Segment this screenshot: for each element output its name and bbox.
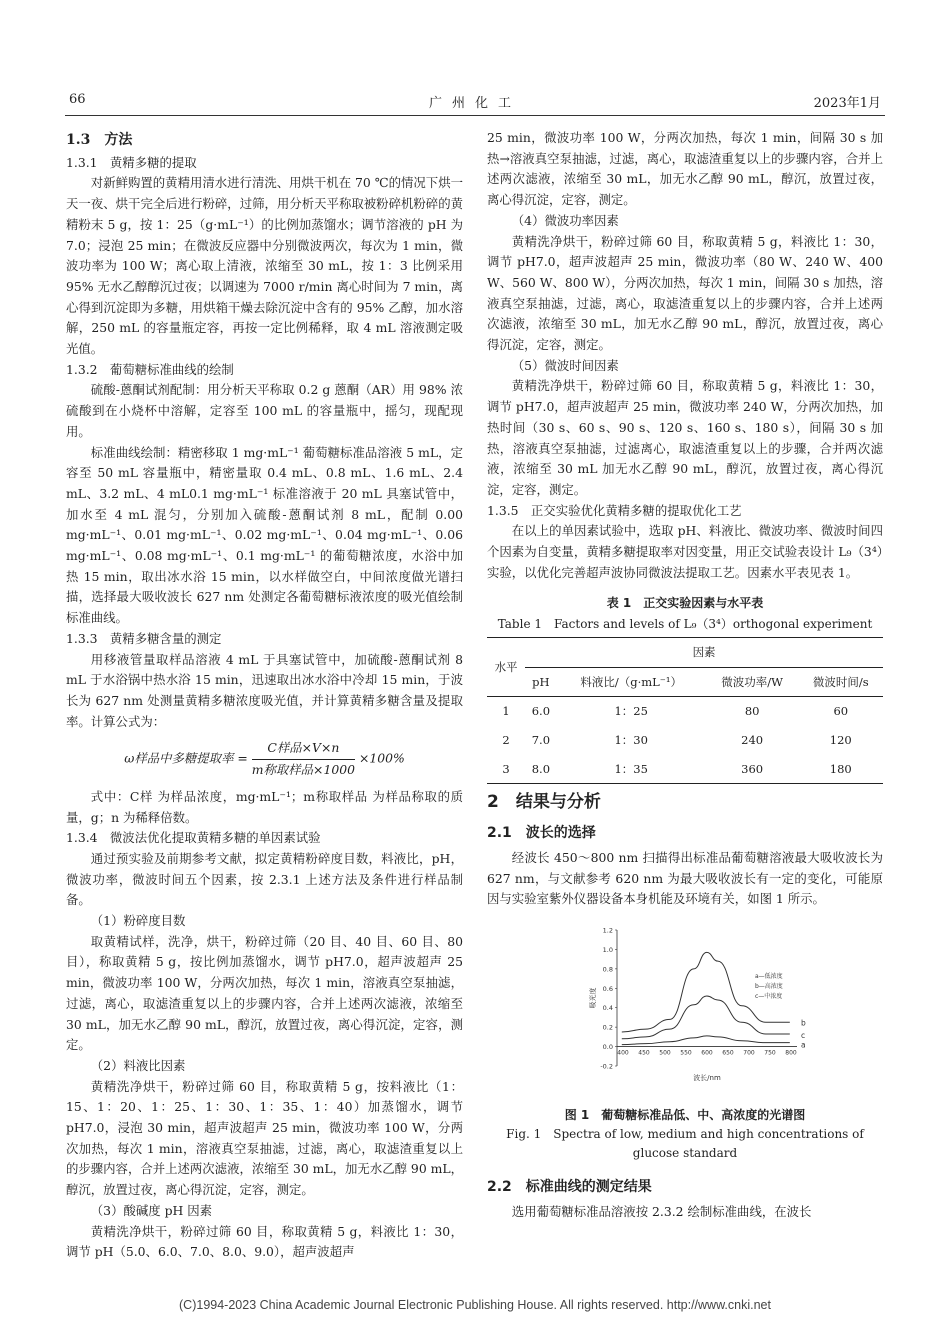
header-rule [65, 115, 885, 116]
series-end-label: c [801, 1030, 806, 1040]
table-cell: 8.0 [525, 755, 556, 784]
section-1-3-4: 1.3.4 微波法优化提取黄精多糖的单因素试验 [66, 830, 321, 846]
paragraph: 取黄精试样，洗净，烘干，粉碎过筛（20 目、40 目、60 目、80 目），称取黄精 5 g，按比例加蒸馏水，调节 pH7.0，超声波超声 25 min，微波功率 100 W，分两次加热，每次 1 min，溶液真空泵抽滤，过滤，离心，取滤渣重复以上的步骤内容，合并上述两次滤液，浓缩至 30 mL，加无水乙醇 90 mL，醇沉，放置过夜，离心得沉淀，定容，测定。 [66, 933, 463, 1053]
section-2-2: 2.2 标准曲线的测定结果 [487, 1178, 652, 1195]
y-tick-label: -0.2 [600, 1062, 613, 1071]
formula-numerator: C样品×V×n [252, 738, 355, 760]
paragraph: 25 min，微波功率 100 W，分两次加热，每次 1 min，间隔 30 s 加热→溶液真空泵抽滤，过滤，离心，取滤渣重复以上的步骤内容，合并上述两次滤液，浓缩至 30 mL，加无水乙醇 90 mL，醇沉，放置过夜，离心得沉淀，定容，测定。 [487, 130, 883, 208]
paragraph: 黄精洗净烘干，粉碎过筛 60 目，称取黄精 5 g，料液比 1：30，调节 pH7.0，超声波超声 25 min，微波功率 240 W，分两次加热，加热时间（30 s、60 s、90 s、120 s、160 s、180 s），间隔 30 s 加热，溶液真空泵抽滤，过滤离心，取滤渣重复以上的步骤，合并两次滤液，浓缩至 30 mL 加无水乙醇 90 mL，醇沉，放置过夜，离心得沉淀，定容，测定。 [487, 378, 883, 497]
copyright-footer: (C)1994-2023 China Academic Journal Electronic Publishing House. All rights reserved. http://www.cnki.net [179, 1298, 771, 1312]
table-cell: 6.0 [531, 704, 551, 719]
table-cell: 3 [487, 755, 525, 784]
legend-entry: a—低浓度 [755, 972, 783, 980]
table-header-ph: pH [525, 667, 556, 697]
paragraph: 用移液管量取样品溶液 4 mL 于具塞试管中，加硫酸-蒽酮试剂 8 mL 于水浴锅中热水浴 15 min，迅速取出冰水浴中冷却 15 min，于波长为 627 nm 处测量黄精多糖浓度吸光值，并计算黄精多糖含量及提取率。计算公式为： [66, 651, 463, 729]
factor-heading: （3）酸碱度 pH 因素 [90, 1202, 213, 1218]
x-tick-label: 800 [785, 1049, 797, 1057]
section-1-3-3: 1.3.3 黄精多糖含量的测定 [66, 630, 222, 646]
series-end-label: b [801, 1018, 806, 1028]
table-header-factor: 因素 [525, 637, 883, 667]
y-tick-label: 1.2 [602, 926, 613, 935]
table-cell: 1 [502, 704, 510, 719]
factor-level-table [487, 637, 883, 785]
y-tick-label: 0.4 [602, 1004, 613, 1013]
x-tick-label: 650 [722, 1049, 734, 1057]
section-1-3-2: 1.3.2 葡萄糖标准曲线的绘制 [66, 361, 234, 377]
formula-tail: ×100% [358, 751, 405, 767]
paragraph: 黄精洗净烘干，粉碎过筛 60 目，称取黄精 5 g，料液比 1：30，调节 pH（5.0、6.0、7.0、8.0、9.0），超声波超声 [66, 1223, 463, 1260]
y-tick-label: 0.2 [602, 1023, 613, 1032]
series-line-c [622, 996, 790, 1039]
table-header-ratio: 料液比/（g·mL⁻¹） [557, 667, 706, 697]
paragraph: 在以上的单因素试验中，选取 pH、料液比、微波功率、微波时间四个因素为自变量，黄精多糖提取率对因变量，用正交试验表设计 L₉（3⁴）实验，以优化完善超声波协同微波法提取工艺。因素水平表见表 1。 [487, 523, 883, 580]
section-1-3: 1.3 方法 [66, 132, 133, 148]
table-cell: 7.0 [531, 732, 551, 747]
table-header-time: 微波时间/s [799, 667, 883, 697]
spectrum-chart [535, 916, 835, 1104]
figure-caption-en-2: glucose standard [632, 1145, 738, 1160]
paragraph: 对新鲜购置的黄精用清水进行清洗、用烘干机在 70 ℃的情况下烘一天一夜、烘干完全后进行粉碎，过筛，用分析天平称取被粉碎机粉碎的黄精粉末 5 g，按 1：25（g·mL⁻¹）的比例加蒸馏水；调节溶液的 pH 为 7.0；浸泡 25 min；在微波反应器中分别微波两次，每次为 1 min，微波功率为 100 W；离心取上清液，浓缩至 30 mL，按 1：3 比例采用 95% 无水乙醇醇沉过夜；以调速为 7000 r/min 离心时间为 7 min，离心得到沉淀即为多糖，用烘箱干燥去除沉淀中含有的 95% 乙醇，加水溶解，250 mL 的容量瓶定容，再按一定比例稀释，取 4 mL 溶液测定吸光值。 [66, 175, 463, 357]
formula-denominator: m称取样品×1000 [251, 762, 355, 778]
paragraph: 通过预实验及前期参考文献，拟定黄精粉碎度目数，料液比，pH，微波功率，微波时间五个因素，按 2.3.1 上述方法及条件进行样品制备。 [66, 850, 463, 908]
section-1-3-1: 1.3.1 黄精多糖的提取 [66, 154, 197, 170]
table-caption-cn: 表 1 正交实验因素与水平表 [606, 596, 764, 611]
y-axis-label: 吸光度 [589, 987, 597, 1009]
y-tick-label: 1.0 [602, 945, 613, 954]
x-tick-label: 700 [743, 1049, 755, 1057]
paragraph: 经波长 450～800 nm 扫描得出标准品葡萄糖溶液最大吸收波长为 627 nm，与文献参考 620 nm 为最大吸收波长有一定的变化，可能原因与实验室紫外仪器设备本身机能及环境有关，如图 1 所示。 [487, 849, 883, 907]
y-tick-label: 0.8 [602, 965, 613, 974]
table-cell: 240 [741, 732, 764, 747]
table-cell: 120 [829, 732, 852, 747]
paragraph: 式中：C样 为样品浓度，mg·mL⁻¹；m称取样品 为样品称取的质量，g；n 为稀释倍数。 [66, 788, 463, 825]
factor-heading: （5）微波时间因素 [511, 357, 619, 373]
x-tick-label: 500 [659, 1049, 671, 1057]
paragraph: 黄精洗净烘干，粉碎过筛 60 目，称取黄精 5 g，料液比 1：30，调节 pH7.0，超声波超声 25 min，微波功率（80 W、240 W、400 W、560 W、800 W），分两次加热，每次 1 min，间隔 30 s 加热，溶液真空泵抽滤，过滤，离心，取滤渣重复以上的步骤内容，合并上述两次滤液，浓缩至 30 mL，加无水乙醇 90 mL，醇沉，放置过夜，离心得沉淀，定容，测定。 [487, 233, 883, 353]
section-2: 2 结果与分析 [487, 792, 601, 813]
table-row [487, 755, 883, 784]
paragraph: 黄精洗净烘干，粉碎过筛 60 目，称取黄精 5 g，按料液比（1：15、1：20、1：25、1：30、1：35、1：40）加蒸馏水，调节 pH7.0，浸泡 30 min，超声波超声 25 min，微波功率 100 W，分两次加热，每次 1 min，溶液真空泵抽滤，过滤，离心，取滤渣重复以上的步骤内容，合并上述两次滤液，浓缩至 30 mL，加无水乙醇 90 mL，醇沉，放置过夜，离心得沉淀，定容，测定。 [66, 1078, 464, 1198]
table-cell: 1：25 [614, 704, 648, 719]
table-cell: 360 [706, 755, 799, 784]
table-cell: 60 [833, 704, 849, 719]
issue-date: 2023年1月 [813, 96, 881, 111]
paragraph: 选用葡萄糖标准品溶液按 2.3.2 绘制标准曲线，在波长 [511, 1203, 812, 1219]
table-cell: 1：35 [557, 755, 706, 784]
section-2-1: 2.1 波长的选择 [487, 825, 596, 842]
y-tick-label: 0.6 [602, 984, 613, 993]
table-cell: 1：30 [614, 732, 648, 747]
section-1-3-5: 1.3.5 正交实验优化黄精多糖的提取优化工艺 [487, 502, 742, 518]
table-header-level: 水平 [487, 637, 525, 696]
figure-caption-en: Fig. 1 Spectra of low, medium and high concentrations of [506, 1126, 864, 1141]
figure-caption-cn: 图 1 葡萄糖标准品低、中、高浓度的光谱图 [564, 1107, 806, 1122]
paragraph: 标准曲线绘制：精密移取 1 mg·mL⁻¹ 葡萄糖标准品溶液 5 mL，定容至 50 mL 容量瓶中，精密量取 0.4 mL、0.8 mL、1.6 mL、2.4 mL、3.2 mL、4 mL0.1 mg·mL⁻¹ 标准溶液于 20 mL 具塞试管中，加水至 4 mL 混匀，分别加入硫酸-蒽酮试剂 8 mL，配制 0.00 mg·mL⁻¹、0.01 mg·mL⁻¹、0.02 mg·mL⁻¹、0.04 mg·mL⁻¹、0.06 mg·mL⁻¹、0.08 mg·mL⁻¹、0.1 mg·mL⁻¹ 的葡萄糖浓度，水浴中加热 15 min，取出冰水浴 15 min，以水样做空白，中间浓度做光谱扫描，选择最大吸收波长 627 nm 处测定各葡萄糖标液浓度的吸光值绘制标准曲线。 [66, 444, 463, 626]
page-number: 66 [69, 92, 86, 107]
factor-heading: （2）料液比因素 [90, 1057, 186, 1073]
x-tick-label: 400 [617, 1049, 629, 1057]
table-cell: 180 [799, 755, 883, 784]
x-tick-label: 750 [764, 1049, 776, 1057]
right-column [487, 128, 883, 1222]
table-caption-en: Table 1 Factors and levels of L₉（3⁴）orthogonal experiment [497, 617, 873, 632]
table-row [487, 726, 883, 755]
paragraph: 硫酸-蒽酮试剂配制：用分析天平称取 0.2 g 蒽酮（AR）用 98% 浓硫酸到在小烧杯中溶解，定容至 100 mL 的容量瓶中，摇匀，现配现用。 [66, 382, 463, 439]
factor-heading: （4）微波功率因素 [511, 212, 619, 228]
x-tick-label: 550 [680, 1049, 692, 1057]
extraction-rate-formula [66, 738, 463, 780]
x-tick-label: 450 [638, 1049, 650, 1057]
series-end-label: a [801, 1040, 806, 1050]
x-axis-label: 波长/nm [693, 1073, 721, 1082]
y-tick-label: 0.0 [602, 1042, 613, 1051]
legend-entry: b—高浓度 [755, 982, 783, 990]
table-row [487, 697, 883, 726]
x-tick-label: 600 [701, 1049, 713, 1057]
table-cell: 2 [502, 732, 510, 747]
table-header-power: 微波功率/W [706, 667, 799, 697]
journal-name: 广州化工 [428, 96, 521, 111]
factor-heading: （1）粉碎度目数 [90, 913, 186, 929]
formula-lhs: ω样品中多糖提取率 = [124, 751, 248, 767]
legend-entry: c—中浓度 [755, 992, 783, 1000]
table-cell: 80 [744, 704, 760, 719]
page-header [69, 92, 881, 112]
left-column [66, 128, 463, 1263]
formula-fraction [252, 738, 355, 780]
